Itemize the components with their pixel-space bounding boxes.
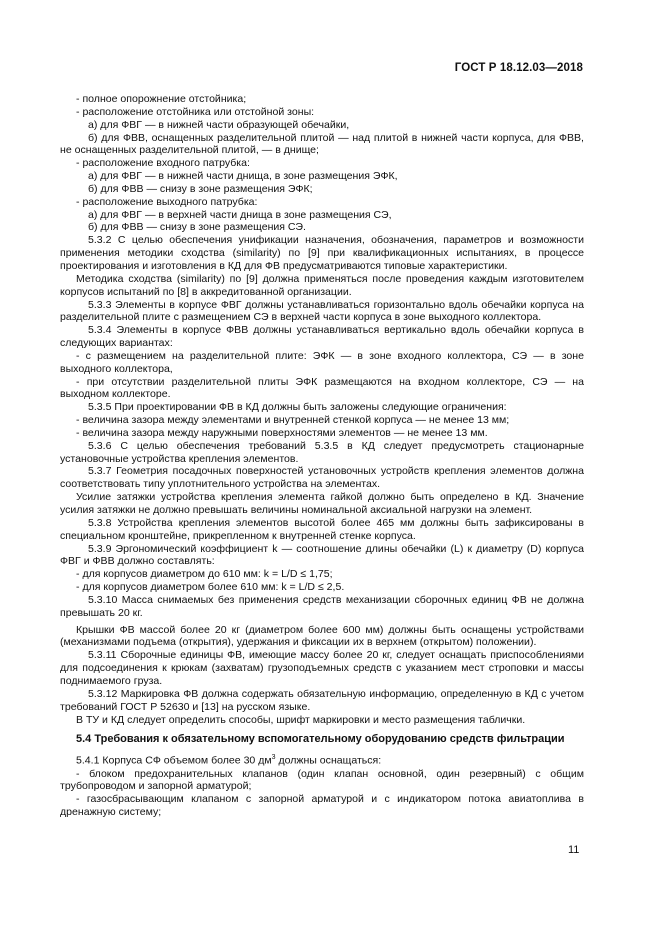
- list-item: - расположение входного патрубка:: [76, 157, 250, 170]
- paragraph: Методика сходства (similarity) по [9] должна применяться после проведения каждым изготовителем корпусов испытаний по [8] в аккредитованной организации.: [60, 272, 584, 298]
- list-item: - полное опорожнение отстойника;: [76, 93, 247, 105]
- list-item: б) для ФВВ, оснащенных разделительной плитой — над плитой в нижней части корпуса, для ФВВ, не оснащенных разделительной плитой, — в днище;: [60, 131, 584, 157]
- list-item: - расположение выходного патрубка:: [76, 195, 258, 208]
- clause-5-4-1: [60, 752, 584, 767]
- superscript: 3: [271, 754, 276, 762]
- clause-5-3-9: 5.3.9 Эргономический коэффициент k — соотношение длины обечайки (L) к диаметру (D) корпуса ФВГ и ФВВ должно составлять:: [60, 542, 584, 568]
- document-body: [60, 93, 584, 819]
- clause-text: 5.4.1 Корпуса СФ объемом более 30 дм: [76, 754, 272, 767]
- list-item: б) для ФВВ — снизу в зоне размещения СЭ.: [88, 221, 306, 234]
- list-item: а) для ФВГ — в нижней части образующей обечайки,: [88, 118, 350, 131]
- list-item: - для корпусов диаметром до 610 мм: k = L/D ≤ 1,75;: [76, 568, 333, 581]
- clause-text: должны оснащаться:: [275, 754, 382, 767]
- paragraph: В ТУ и КД следует определить способы, шрифт маркировки и место размещения таблички.: [76, 713, 526, 726]
- list-item: - с размещением на разделительной плите: ЭФК — в зоне входного коллектора, СЭ — в зоне выходного коллектора,: [60, 349, 584, 375]
- clause-5-3-3: 5.3.3 Элементы в корпусе ФВГ должны устанавливаться горизонтально вдоль обечайки корпуса на разделительной плите с размещением СЭ в верхней части корпуса в зоне выходного коллектора.: [60, 298, 584, 324]
- list-item: - блоком предохранительных клапанов (один клапан основной, один резервный) с общим трубопроводом и запорной арматурой;: [60, 767, 584, 793]
- list-item: - газосбрасывающим клапаном с запорной арматурой и с индикатором потока авиатоплива в дренажную систему;: [60, 793, 584, 819]
- clause-5-3-4: 5.3.4 Элементы в корпусе ФВВ должны устанавливаться вертикально вдоль обечайки корпуса в следующих вариантах:: [60, 324, 584, 350]
- document-code-header: ГОСТ Р 18.12.03—2018: [454, 62, 583, 74]
- clause-5-3-12: 5.3.12 Маркировка ФВ должна содержать обязательную информацию, определенную в КД с учетом требований ГОСТ Р 52630 и [13] на русском языке.: [60, 687, 584, 713]
- list-item: - величина зазора между наружными поверхностями элементов — не менее 13 мм.: [76, 426, 488, 439]
- clause-5-3-5: 5.3.5 При проектировании ФВ в КД должны быть заложены следующие ограничения:: [88, 401, 507, 414]
- list-item: б) для ФВВ — снизу в зоне размещения ЭФК;: [88, 182, 313, 195]
- paragraph: Крышки ФВ массой более 20 кг (диаметром более 600 мм) должны быть оснащены устройствами (механизмами подъема (открытия), удержания и фиксации их в верхнем (открытом) положении).: [60, 623, 584, 649]
- clause-5-3-11: 5.3.11 Сборочные единицы ФВ, имеющие массу более 20 кг, следует оснащать приспособлениями для подсоединения к крюкам (захватам) грузоподъемных средств с указанием мест строповки и массы поднимаемого груза.: [60, 649, 584, 687]
- list-item: - расположение отстойника или отстойной зоны:: [76, 105, 315, 118]
- clause-5-3-6: 5.3.6 С целью обеспечения требований 5.3.5 в КД следует предусмотреть стационарные установочные устройства крепления элементов.: [60, 439, 584, 465]
- paragraph: Усилие затяжки устройства крепления элемента гайкой должно быть определено в КД. Значение усилия затяжки не должно превышать величины номинальной аксиальной нагрузки на элемент.: [60, 491, 584, 516]
- list-item: - для корпусов диаметром более 610 мм: k = L/D ≤ 2,5.: [76, 581, 345, 594]
- section-heading: 5.4 Требования к обязательному вспомогательному оборудованию средств фильтрации: [76, 733, 565, 746]
- page-number: 11: [568, 844, 580, 856]
- clause-5-3-2: 5.3.2 С целью обеспечения унификации назначения, обозначения, параметров и возможности применения методики сходства (similarity) по [9] при квалификационных испытаниях, в процессе проектирования и изготовления в КД для ФВ предусматриваются типовые характеристики.: [60, 234, 584, 272]
- list-item: - при отсутствии разделительной плиты ЭФК размещаются на входном коллекторе, СЭ — на выходном коллекторе.: [60, 375, 584, 401]
- list-item: а) для ФВГ — в нижней части днища, в зоне размещения ЭФК,: [88, 170, 398, 183]
- list-item: а) для ФВГ — в верхней части днища в зоне размещения СЭ,: [88, 208, 392, 221]
- clause-5-3-7: 5.3.7 Геометрия посадочных поверхностей установочных устройств крепления элементов должна соответствовать типу уплотнительного устройства на элементах.: [60, 465, 584, 491]
- clause-5-3-8: 5.3.8 Устройства крепления элементов высотой более 465 мм должны быть зафиксированы в специальном кронштейне, прикрепленном к внутренней стенке корпуса.: [60, 516, 584, 542]
- list-item: - величина зазора между элементами и внутренней стенкой корпуса — не менее 13 мм;: [76, 414, 510, 427]
- clause-5-3-10: 5.3.10 Масса снимаемых без применения средств механизации сборочных единиц ФВ не должна превышать 20 кг.: [60, 593, 584, 619]
